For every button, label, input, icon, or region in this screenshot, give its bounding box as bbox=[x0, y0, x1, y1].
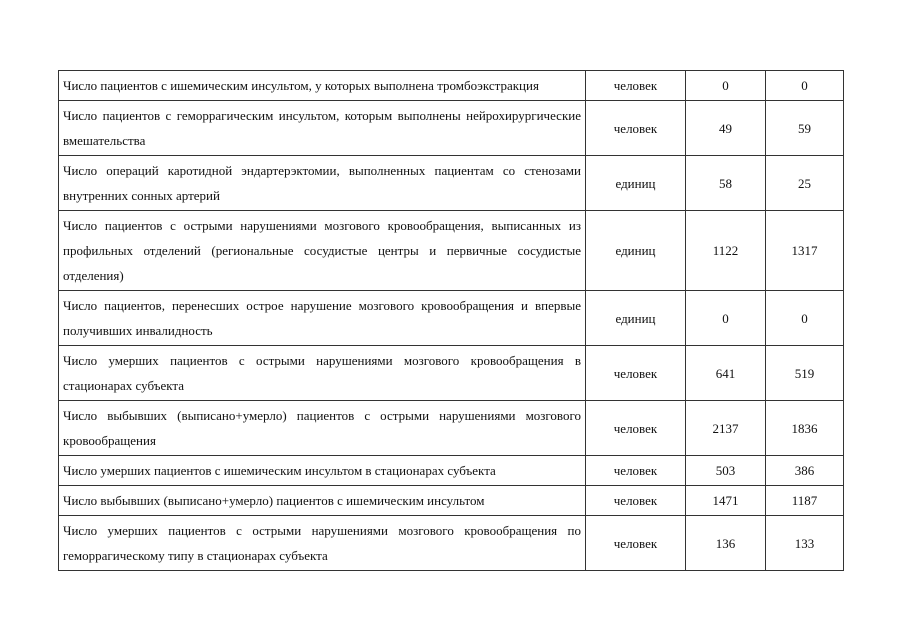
table-row bbox=[59, 516, 844, 571]
row-value-1: 1122 bbox=[686, 211, 766, 291]
table-row bbox=[59, 291, 844, 346]
row-value-1: 503 bbox=[686, 456, 766, 486]
row-description: Число пациентов, перенесших острое нарушение мозгового кровообращения и впервые получивших инвалидность bbox=[59, 291, 586, 346]
row-value-2: 25 bbox=[766, 156, 844, 211]
row-unit: единиц bbox=[586, 211, 686, 291]
row-unit: человек bbox=[586, 101, 686, 156]
row-description: Число умерших пациентов с острыми нарушениями мозгового кровообращения по геморрагическому типу в стационарах субъекта bbox=[59, 516, 586, 571]
table-body bbox=[59, 71, 844, 571]
row-value-2: 386 bbox=[766, 456, 844, 486]
row-description: Число пациентов с острыми нарушениями мозгового кровообращения, выписанных из профильных отделений (региональные сосудистые центры и первичные сосудистые отделения) bbox=[59, 211, 586, 291]
row-description: Число выбывших (выписано+умерло) пациентов с ишемическим инсультом bbox=[59, 486, 586, 516]
row-value-1: 1471 bbox=[686, 486, 766, 516]
row-unit: человек bbox=[586, 401, 686, 456]
row-value-1: 136 bbox=[686, 516, 766, 571]
row-description: Число пациентов с ишемическим инсультом, у которых выполнена тромбоэкстракция bbox=[59, 71, 586, 101]
row-value-2: 0 bbox=[766, 291, 844, 346]
table-row bbox=[59, 211, 844, 291]
table-row bbox=[59, 71, 844, 101]
table-row bbox=[59, 156, 844, 211]
row-value-2: 59 bbox=[766, 101, 844, 156]
table-row bbox=[59, 486, 844, 516]
row-value-2: 1836 bbox=[766, 401, 844, 456]
row-unit: единиц bbox=[586, 291, 686, 346]
row-value-1: 641 bbox=[686, 346, 766, 401]
row-value-1: 0 bbox=[686, 291, 766, 346]
row-unit: единиц bbox=[586, 156, 686, 211]
row-value-2: 1187 bbox=[766, 486, 844, 516]
row-description: Число умерших пациентов с ишемическим инсультом в стационарах субъекта bbox=[59, 456, 586, 486]
row-value-1: 58 bbox=[686, 156, 766, 211]
table-row bbox=[59, 101, 844, 156]
row-unit: человек bbox=[586, 346, 686, 401]
table-row bbox=[59, 456, 844, 486]
table-row bbox=[59, 346, 844, 401]
row-description: Число операций каротидной эндартерэктомии, выполненных пациентам со стенозами внутренних сонных артерий bbox=[59, 156, 586, 211]
row-value-2: 519 bbox=[766, 346, 844, 401]
row-value-2: 1317 bbox=[766, 211, 844, 291]
row-value-2: 0 bbox=[766, 71, 844, 101]
row-description: Число пациентов с геморрагическим инсультом, которым выполнены нейрохирургические вмешательства bbox=[59, 101, 586, 156]
row-value-1: 49 bbox=[686, 101, 766, 156]
row-value-1: 2137 bbox=[686, 401, 766, 456]
row-description: Число умерших пациентов с острыми нарушениями мозгового кровообращения в стационарах субъекта bbox=[59, 346, 586, 401]
row-unit: человек bbox=[586, 456, 686, 486]
row-value-2: 133 bbox=[766, 516, 844, 571]
table-row bbox=[59, 401, 844, 456]
row-unit: человек bbox=[586, 516, 686, 571]
row-description: Число выбывших (выписано+умерло) пациентов с острыми нарушениями мозгового кровообращения bbox=[59, 401, 586, 456]
statistics-table bbox=[58, 70, 844, 571]
row-unit: человек bbox=[586, 71, 686, 101]
row-unit: человек bbox=[586, 486, 686, 516]
row-value-1: 0 bbox=[686, 71, 766, 101]
